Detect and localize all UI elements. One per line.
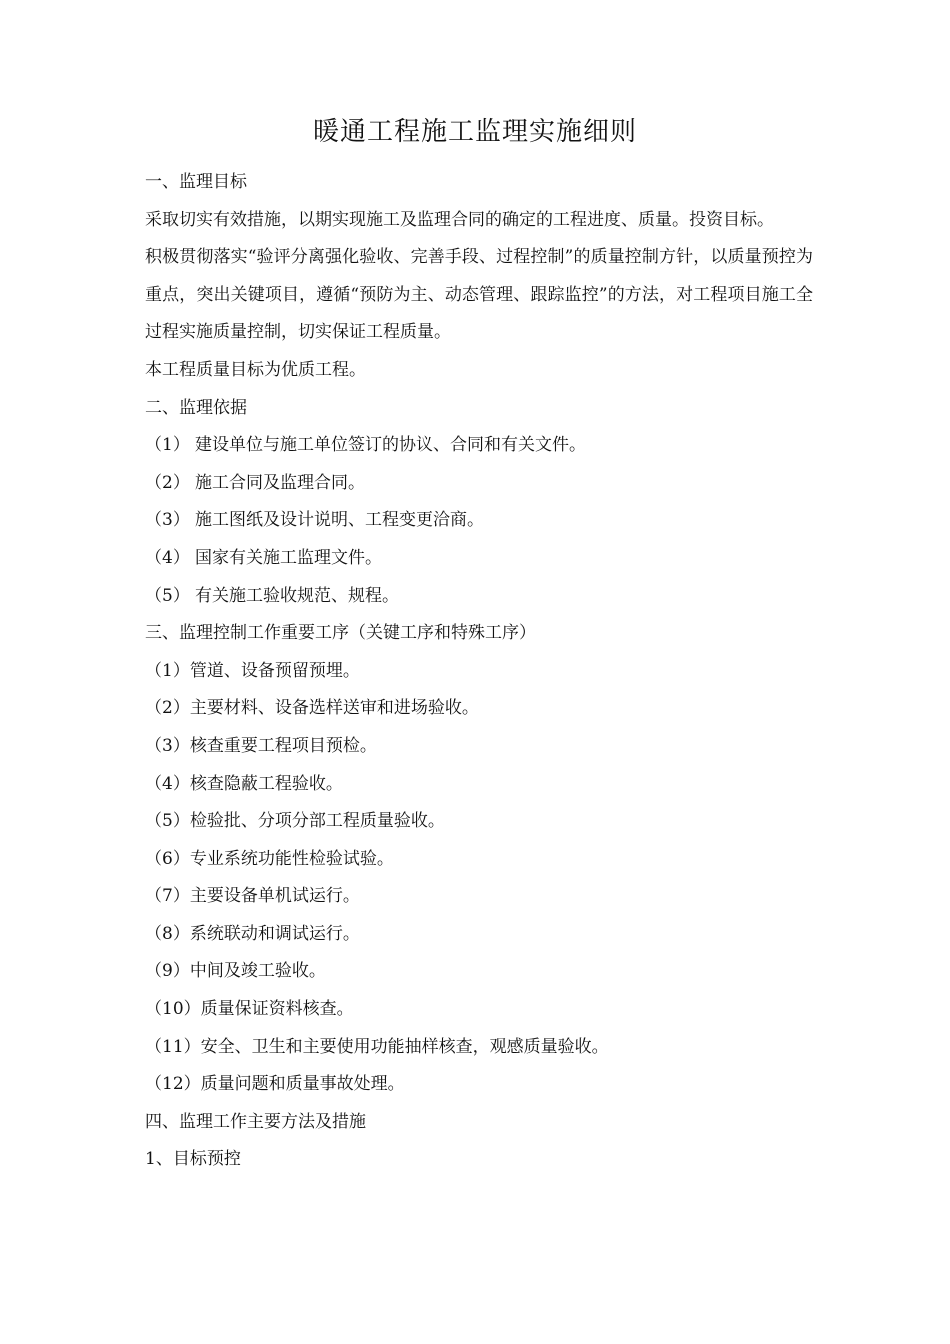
item-number: （4） — [145, 547, 190, 568]
item-text: 施工合同及监理合同。 — [195, 472, 365, 493]
process-item-5: （5）检验批、分项分部工程质量验收。 — [145, 811, 445, 832]
document-body — [145, 164, 813, 1179]
basis-item-4 — [145, 540, 813, 578]
item-number: （3） — [145, 510, 190, 531]
item-text: 国家有关施工监理文件。 — [195, 547, 382, 568]
document-title: 暖通工程施工监理实施细则 — [312, 117, 637, 147]
item-number: （5） — [145, 585, 190, 606]
paragraph-1: 采取切实有效措施，以期实现施工及监理合同的确定的工程进度、质量。投资目标。 — [145, 209, 774, 230]
section-heading-2: 二、监理依据 — [145, 397, 247, 418]
basis-item-3 — [145, 502, 813, 540]
basis-item-5 — [145, 578, 813, 616]
process-item-2: （2）主要材料、设备选样送审和进场验收。 — [145, 698, 479, 719]
paragraph-2: 积极贯彻落实“验评分离强化验收、完善手段、过程控制”的质量控制方针，以质量预控为重点，突出关键项目，遵循“预防为主、动态管理、跟踪监控”的方法，对工程项目施工全过程实施质量控制，切实保证工程质量。 — [145, 247, 813, 343]
basis-item-1 — [145, 427, 813, 465]
paragraph-3: 本工程质量目标为优质工程。 — [145, 359, 366, 380]
process-item-6: （6）专业系统功能性检验试验。 — [145, 848, 394, 869]
item-text: 有关施工验收规范、规程。 — [195, 585, 399, 606]
item-number: （1） — [145, 435, 190, 456]
item-text: 施工图纸及设计说明、工程变更洽商。 — [195, 510, 484, 531]
process-item-11: （11）安全、卫生和主要使用功能抽样核查，观感质量验收。 — [145, 1036, 609, 1057]
section-heading-4: 四、监理工作主要方法及措施 — [145, 1111, 366, 1132]
process-item-10: （10）质量保证资料核查。 — [145, 999, 354, 1020]
subsection-heading: 1、目标预控 — [145, 1149, 241, 1170]
process-item-4: （4）核查隐蔽工程验收。 — [145, 773, 343, 794]
process-item-12: （12）质量问题和质量事故处理。 — [145, 1074, 405, 1095]
process-item-7: （7）主要设备单机试运行。 — [145, 886, 360, 907]
process-item-3: （3）核查重要工程项目预检。 — [145, 735, 377, 756]
basis-item-2 — [145, 465, 813, 503]
item-text: 建设单位与施工单位签订的协议、合同和有关文件。 — [195, 435, 586, 456]
process-item-1: （1）管道、设备预留预埋。 — [145, 660, 360, 681]
process-item-8: （8）系统联动和调试运行。 — [145, 923, 360, 944]
process-item-9: （9）中间及竣工验收。 — [145, 961, 326, 982]
section-heading-3: 三、监理控制工作重要工序（关键工序和特殊工序） — [145, 623, 536, 644]
item-number: （2） — [145, 472, 190, 493]
section-heading-1: 一、监理目标 — [145, 172, 247, 192]
